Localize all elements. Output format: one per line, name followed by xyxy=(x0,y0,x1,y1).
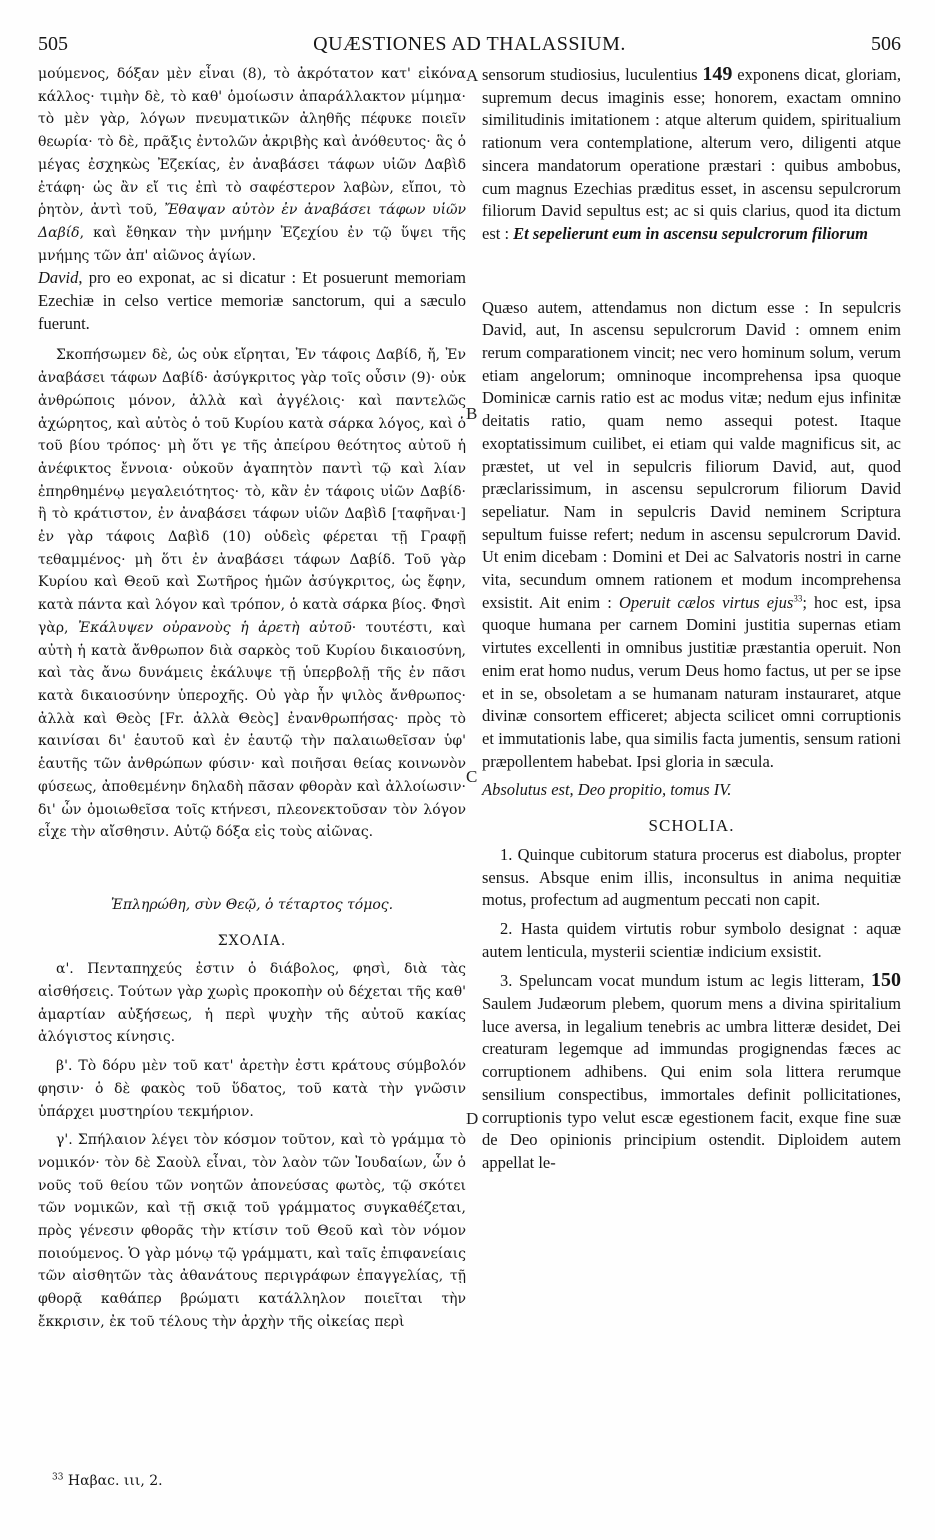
page-number-right: 506 xyxy=(871,33,901,55)
greek-quotation: Ἐκάλυψεν οὐρανοὺς ἡ ἀρετὴ αὐτοῦ xyxy=(78,619,352,636)
running-title: QUÆSTIONES AD THALASSIUM. xyxy=(313,33,626,55)
latin-scholion: 2. Hasta quidem virtutis robur symbolo designat : aquæ autem lenticula, mysterii scientiæ indicium exsistit. xyxy=(482,918,901,961)
latin-scholia-title: SCHOLIA. xyxy=(648,816,735,836)
greek-scholion: γ'. Σπήλαιον λέγει τὸν κόσμον τοῦτον, καὶ τὸ γράμμα τὸ νομικόν· τὸν δὲ Σαοὺλ εἶναι, τὸν λαὸν τῶν Ἰουδαίων, ὧν ὁ νοῦς τοῦ θείου τῶν νοητῶν ἀπονεύσας φωτὸς, τῷ σκότει τῶν νομικῶν, καὶ τῇ σκιᾷ τοῦ γράμματος συγκαθέζεται, πρὸς γένεσιν φθορᾶς τὴν κτίσιν τοῦ Θεοῦ καὶ τὸν νόμον ποιούμενος. Ὁ γὰρ μόνῳ τῷ γράμματι, καὶ ταῖς ἐπιφανείαις τῶν αἰσθητῶν τὰς ἀθανάτους περιγράφων ἐπαγγελίας, τῇ φθορᾷ καθάπερ βρώματι κατάλληλον ποιεῖται τὴν ἔκκρισιν, ἐκ τοῦ τέλους τὴν ἀρχὴν τῆς οἰκείας περὶ xyxy=(38,1132,466,1330)
latin-scholion: 1. Quinque cubitorum statura procerus est diabolus, propter sensus. Absque enim illis, inconsultus in anima nequitiæ motus, profectum ad augmentum peccati non capit. xyxy=(482,844,901,910)
margin-letter-b: B xyxy=(466,404,478,423)
latin-continuation: David, pro eo exponat, ac si dicatur : Et posuerunt memoriam Ezechiæ in celso vertice memoriæ sanctorum, qui a sæculo fuerunt. xyxy=(38,268,466,333)
latin-column xyxy=(482,63,901,1175)
column-number: 149 xyxy=(702,63,733,85)
latin-quotation: Et sepelierunt eum in ascensu sepulcrorum filiorum xyxy=(513,223,868,243)
latin-explicit: Absolutus est, Deo propitio, tomus IV. xyxy=(482,780,732,800)
margin-letter-c: C xyxy=(466,767,478,786)
greek-scholion: α'. Πενταπηχεύς ἐστιν ὁ διάβολος, φησὶ, διὰ τὰς αἰσθήσεις. Τούτων γὰρ χωρὶς προκοπὴν οὐ δέχεται τῆς καθ' ἁμαρτίαν αὐξήσεως, ἡ περὶ ψυχὴν τῆς αὐτοῦ κακίας ἀλόγιστος κίνησις. xyxy=(38,961,466,1046)
page-number-left: 505 xyxy=(38,33,68,55)
running-head xyxy=(38,33,901,59)
column-number: 150 xyxy=(871,969,901,992)
margin-letter-a: A xyxy=(466,66,479,85)
margin-letter-d: D xyxy=(466,1109,479,1128)
latin-quotation: Operuit cælos virtus ejus xyxy=(618,592,794,612)
footnote: $^{33}$ Ηαβαc. ιιι, 2. xyxy=(52,1472,163,1489)
greek-column xyxy=(38,63,466,1334)
latin-scholion: 3. Speluncam vocat mundum istum ac legis litteram, 150 Saulem Judæorum plebem, quorum mens a divina spiritalium luce aversa, in legalium tenebris ac umbra litteræ desidet, Dei creaturam legemque ad immundas progignendas fæces ac corruptionem adhibens. Qui enim sola littera rerumque sensilium conspectibus, immortales definit pollicitationes, corruptionis typo velut escæ egestionem facit, exque fine suæ de Deo opinionis principium ostendit. Diploidem autem appellat le- xyxy=(482,969,901,1172)
greek-scholion: β'. Τὸ δόρυ μὲν τοῦ κατ' ἀρετὴν ἐστι κράτους σύμβολόν φησιν· ὁ δὲ φακὸς τοῦ ὕδατος, τοῦ κατὰ τὴν γνῶσιν ὑπάρχει μυστηρίου τεκμήριον. xyxy=(38,1058,466,1120)
greek-paragraph: μούμενος, δόξαν μὲν εἶναι (8), τὸ ἀκρότατον κατ' εἰκόνα κάλλος· τιμὴν δὲ, τὸ καθ' ὁμοίωσιν ἀπαράλλακτον μίμημα· τὸ μὲν γὰρ, λόγων πνευματικῶν ἀληθῆς πέφυκε ποιεῖν θεωρία· τὸ δὲ, πρᾶξις ἐντολῶν ἀκριβὴς καὶ ἀνόθευτος· ἃς ὁ μέγας ἐσχηκὼς Ἐζεκίας, ἐν ἀναβάσει τάφων υἱῶν Δαβὶδ ἐτάφη· ὡς ἂν εἴ τις ἐπὶ τὸ σαφέστερον λαβὼν, εἴποι, τὸ ῥητὸν, ἀντὶ τοῦ, Ἔθαψαν αὐτὸν ἐν ἀναβάσει τάφων υἱῶν Δαβίδ, καὶ ἔθηκαν τὴν μνήμην Ἐζεχίου ἐν τῷ ὕψει τῆς μνήμης τῶν ἀπ' αἰῶνος ἁγίων. xyxy=(38,66,466,264)
latin-paragraph: sensorum studiosius, luculentius 149 exponens dicat, gloriam, supremum decus imaginis esse; honorem, exactam omnino similitudinis imitationem : atque alterum quidem, spiritualium rationum vera contemplatione, alterum vero, diligenti atque sincera mandatorum operatione præstari : quibus ambobus, cum magnus Ezechias præditus esset, in ascensu sepulcrorum filiorum David sepultus est; ac si quis clarius, quod ita dictum est : Et sepelierunt eum in ascensu sepulcrorum filiorum xyxy=(482,63,901,243)
footnote-marker: 33 xyxy=(793,593,803,604)
greek-paragraph: Σκοπήσωμεν δὲ, ὡς οὐκ εἴρηται, Ἐν τάφοις Δαβίδ, ἤ, Ἐν ἀναβάσει τάφων Δαβίδ· ἀσύγκριτος γὰρ τοῖς οὖσιν (9)· οὐκ ἀνθρώποις μόνον, ἀλλὰ καὶ ἀγγέλοις· καὶ παντελῶς ἀχώρητος, καὶ αὐτὸς ὁ τοῦ Κυρίου κατὰ σάρκα λόγος, καὶ ὁ τοῦ βίου τρόπος· μὴ ὅτι γε τῆς ἀπείρου θεότητος αὐτοῦ ἡ ἀνέφικτος ἔννοια· οὐκοῦν ἀγαπητὸν παντὶ τῷ καὶ λίαν ἐπηρθημένῳ μεγαλειότητος· τὸ, κἂν ἐν τάφοις υἱῶν Δαβίδ· ἢ τὸ κράτιστον, ἐν ἀναβάσει τάφων υἱῶν Δαβὶδ [ταφῆναι·] ἐν γὰρ τάφοις Δαβὶδ (10) οὐδεὶς φέρεται τῇ Γραφῇ τεθαμμένος· μὴ ὅτι ἐν ἀναβάσει τάφων Δαβίδ. Τοῦ γὰρ Κυρίου καὶ Θεοῦ καὶ Σωτῆρος ἡμῶν ἀσύγκριτος, ὡς ἔφην, κατὰ πάντα καὶ λόγον καὶ τρόπον, ὁ κατὰ σάρκα βίος. Φησὶ γὰρ, Ἐκάλυψεν οὐρανοὺς ἡ ἀρετὴ αὐτοῦ· τουτέστι, καὶ αὐτὴ ἡ κατὰ ἄνθρωπον διὰ σαρκὸς τοῦ Κυρίου δικαιοσύνη, καὶ τὰς ἄνω δυνάμεις ἐκάλυψε τῇ ὑπερβολῇ τῆς ἐν πᾶσι κατὰ δικαιοσύνην ὑπεροχῆς. Οὐ γὰρ ἦν ψιλὸς ἄνθρωπος· ἀλλὰ καὶ Θεὸς [Fr. ἀλλὰ Θεὸς] ἐνανθρωπήσας· πρὸς τὸ καινίσαι δι' ἑαυτοῦ καὶ ἐν ἑαυτῷ τὴν παλαιωθεῖσαν ὑφ' ἑαυτῆς τῶν ἀνθρώπων φύσιν· καὶ ποιῆσαι θείας κοινωνὸν φύσεως, ἀποθεμένην δηλαδὴ πᾶσαν φθορὰν καὶ ἀλλοίωσιν· δι' ὧν ὁμοιωθεῖσα τοῖς κτήνεσι, πλεονεκτοῦσαν τὸν λόγον εἶχε τὴν αἴσθησιν. Αὐτῷ δόξα εἰς τοὺς αἰῶνας. xyxy=(38,347,467,841)
greek-quotation: Ἔθαψαν αὐτὸν ἐν ἀναβάσει τάφων υἱῶν Δαβίδ xyxy=(38,202,466,241)
footnote-number: 33 xyxy=(52,1472,64,1483)
greek-explicit: Ἐπληρώθη, σὺν Θεῷ, ὁ τέταρτος τόμος. xyxy=(110,896,394,913)
greek-scholia-title: ΣΧΟΛΙΑ. xyxy=(217,932,287,949)
latin-paragraph: Quæso autem, attendamus non dictum esse : In sepulcris David, aut, In ascensu sepulcrorum David : omnem enim rerum comparationem vincit; nec vero hominum solum, verum etiam angelorum; omninoque incomprehensa ipsa quoque Dominicæ carnis ratio est ac modus vitæ; nedum ejus infinitæ deitatis ratio, quam nemo assequi potest. Itaque exoptatissimum cuilibet, ei etiam qui valde magnificus sit, ac præstet, ut vel in sepulcris filiorum David, aut, quod præclarissimum, in ascensu sepulcrorum filiorum David sepeliatur. Nam in sepulcris David neminem Scriptura sepultum fuisse refert; nedum in ascensu sepulcrorum David. Ut enim dicebam : Domini et Dei ac Salvatoris nostri in carne vita, secundum omnem rationem et modum incomprehensa exsistit. Ait enim : Operuit cælos virtus ejus$^{33}$; hoc est, ipsa quoque humana per carnem Domini justitia supernas etiam virtutes excellenti in omnibus justitiæ præstantia operuit. Non enim erat homo nudus, verum Deus homo factus, ut per se ipse et in se, obsoletam a se humanam naturam instauraret, atque divinæ consortem efficeret; abjecta scilicet omni corruptionis et immutationis labe, qua similis facta jumentis, sensum rationi præpollentem habebat. Ipsi gloria in sæcula. xyxy=(482,297,902,771)
